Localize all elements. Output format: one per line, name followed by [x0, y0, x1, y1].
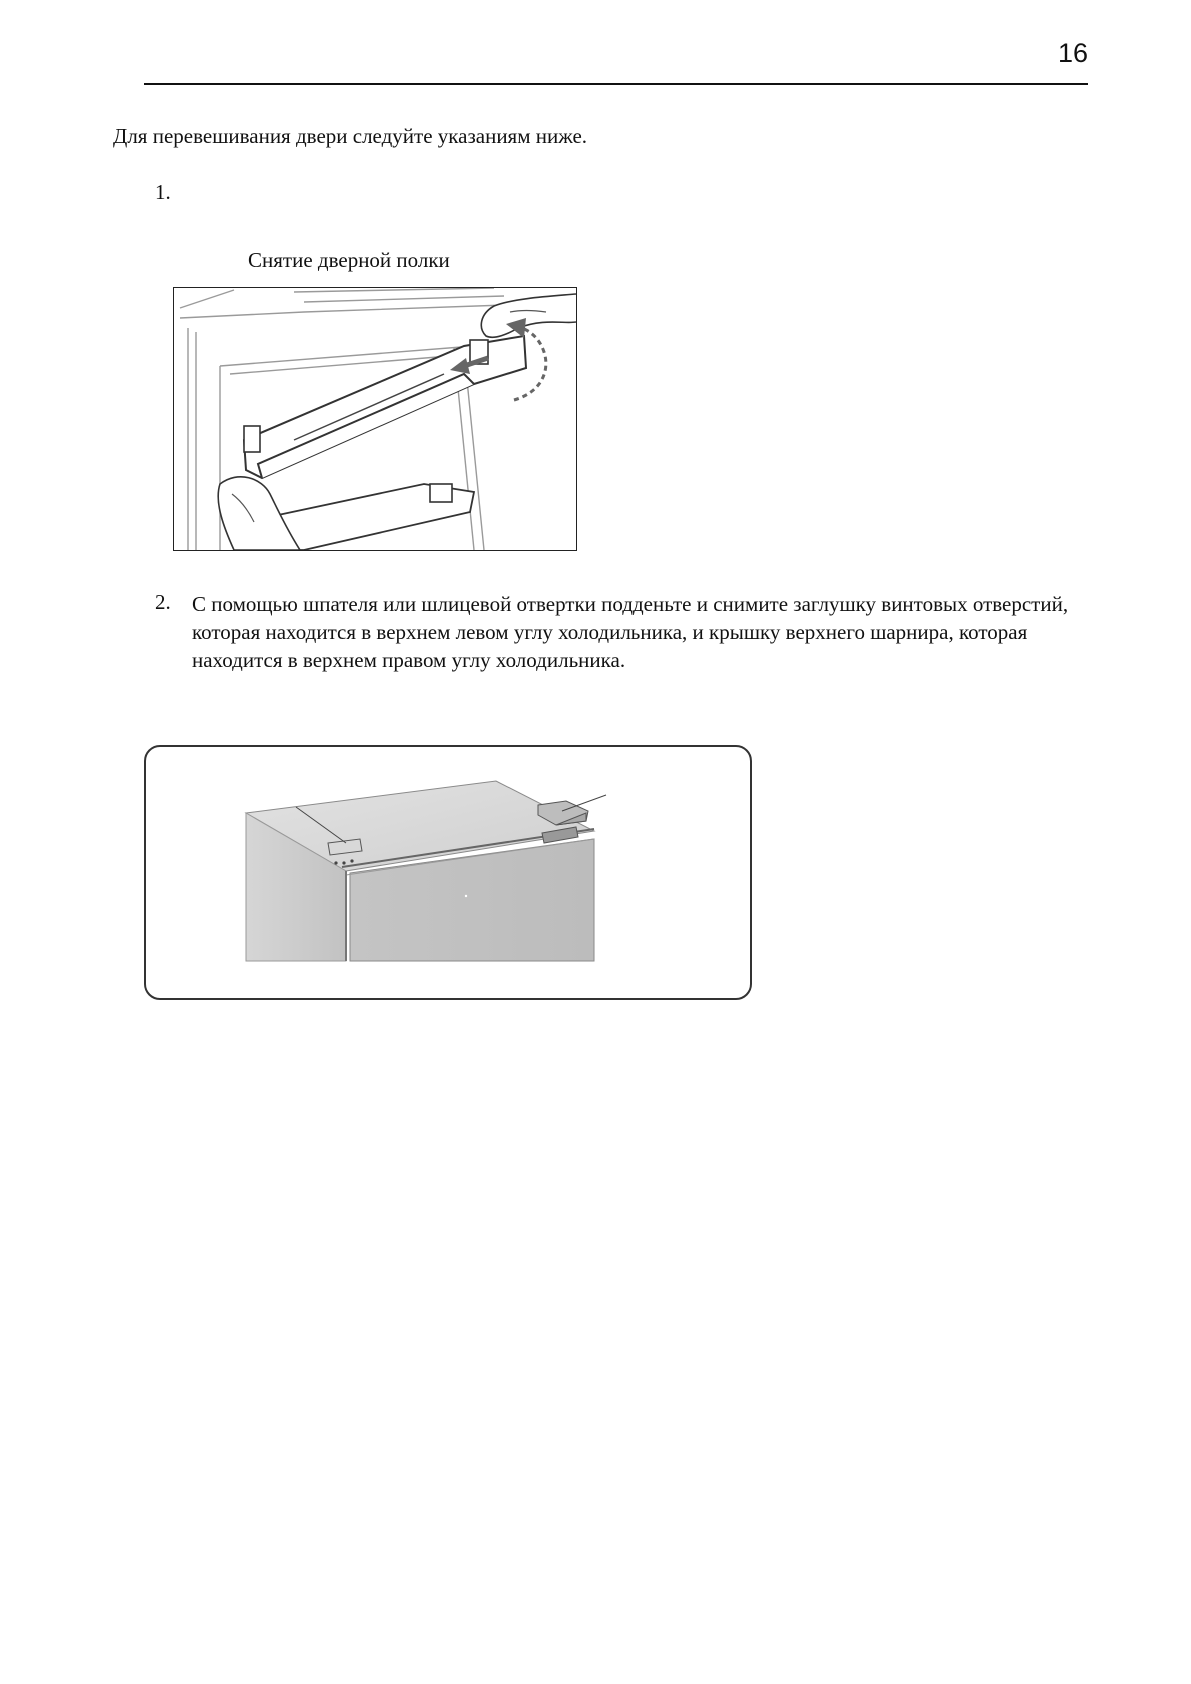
door-shelf-illustration — [173, 287, 577, 551]
header-rule — [144, 83, 1088, 85]
intro-text: Для перевешивания двери следуйте указаниям ниже. — [113, 124, 588, 148]
figure-1-caption: Снятие дверной полки — [248, 248, 450, 272]
step-2-number: 2. — [155, 590, 171, 614]
step-2-text: С помощью шпателя или шлицевой отвертки подденьте и снимите заглушку винтовых отверстий, которая находится в верхнем левом углу холодильника, и крышку верхнего шарнира, которая находится в верхнем правом углу холодильника. — [192, 592, 1069, 672]
step-1-number: 1. — [155, 180, 171, 204]
page-number: 16 — [1057, 38, 1088, 68]
refrigerator-top-illustration — [144, 745, 752, 1000]
